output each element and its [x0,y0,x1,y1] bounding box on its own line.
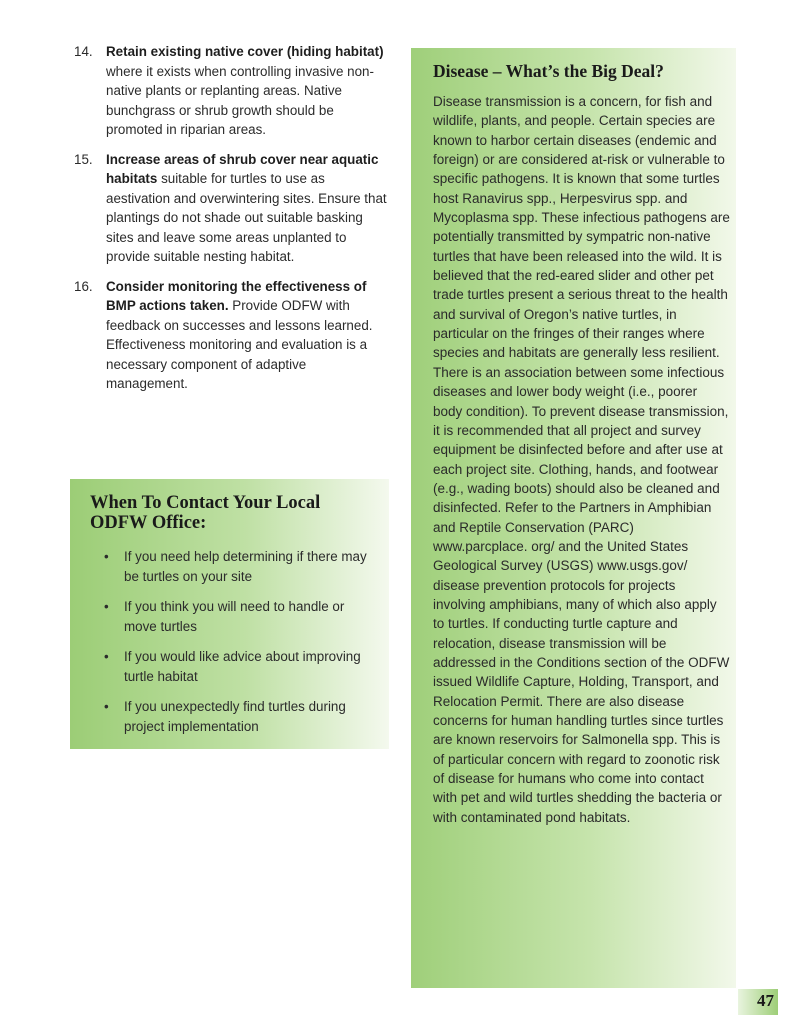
contact-list [90,547,373,736]
bmp-item-text [106,42,390,140]
contact-list-item [104,597,373,636]
bullet-icon: • [104,699,109,714]
bmp-item-bold: Retain existing native cover (hiding habitat) [106,44,384,59]
bmp-item-number: 16. [74,278,93,294]
bmp-item-15 [74,150,390,267]
bmp-item-bold: Increase areas of shrub cover near aquatic habitats [106,151,379,186]
contact-item-text: If you unexpectedly find turtles during project implementation [124,699,346,734]
disease-title: Disease – What’s the Big Deal? [433,61,664,81]
bmp-item-number: 15. [74,151,93,167]
bmp-item-14 [74,42,390,140]
page-number: 47 [757,991,774,1010]
contact-box-title: When To Contact Your Local ODFW Office: [90,493,321,533]
disease-sidebar [411,48,736,988]
contact-list-item [104,547,373,586]
bmp-list [74,42,390,404]
contact-list-item [104,647,373,686]
contact-item-text: If you would like advice about improving turtle habitat [124,649,361,684]
contact-item-text: If you need help determining if there may be turtles on your site [124,549,367,584]
contact-list-item [104,697,373,736]
bmp-item-text [106,150,390,267]
contact-item-text: If you think you will need to handle or move turtles [124,599,345,634]
bullet-icon: • [104,649,109,664]
bmp-item-16 [74,277,390,394]
bmp-item-body: suitable for turtles to use as aestivation and overwintering sites. Ensure that plantings do not shade out suitable basking sites and leave some areas unplanted to provide suitable nesting habitat. [106,171,387,264]
bullet-icon: • [104,599,109,614]
bmp-item-text [106,277,390,394]
bullet-icon: • [104,549,109,564]
bmp-item-bold: Consider monitoring the effectiveness of BMP actions taken. [106,278,367,313]
bmp-item-body: where it exists when controlling invasive non-native plants or replanting areas. Native bunchgrass or shrub growth should be promoted in riparian areas. [106,63,374,137]
bmp-item-number: 14. [74,44,93,59]
disease-body-text: Disease transmission is a concern, for fish and wildlife, plants, and people. Certain species are known to harbor certain diseases (endemic and foreign) or are considered at-risk or vulnerable to specific pathogens. It is known that some turtles host Ranavirus spp., Herpesvirus spp. and Mycoplasma spp. These infectious pathogens are potentially transmitted by sympatric non-native turtles that have been released into the wild. It is believed that the red-eared slider and other pet trade turtles present a serious threat to the health and survival of Oregon’s native turtles, in particular on the fringes of their ranges where species and habitats are generally less resilient. There is an association between some infectious diseases and lower body weight (i.e., poorer body condition). To prevent disease transmission, it is recommended that all project and survey equipment be disinfected before and after use at each project site. Clothing, hands, and footwear (e.g., wading boots) should also be cleaned and disinfected. Refer to the Partners in Amphibian and Reptile Conservation (PARC) www.parcplace. org/ and the United States Geological Survey (USGS) www.usgs.gov/ disease prevention protocols for projects involving amphibians, many of which also apply to turtles. If conducting turtle capture and relocation, disease transmission will be addressed in the Conditions section of the ODFW issued Wildlife Capture, Holding, Transport, and Relocation Permit. There are also disease concerns for human handling turtles since turtles are known reservoirs for Salmonella spp. This is of particular concern with regard to zoonotic risk of disease for humans who come into contact with pet and wild turtles shedding the bacteria or with contaminated pond habitats. [433,94,730,825]
page-number-tab [738,989,778,1015]
contact-odfw-box [70,479,389,749]
bmp-item-body: Provide ODFW with feedback on successes and lessons learned. Effectiveness monitoring and evaluation is a necessary component of adaptive management. [106,298,373,391]
